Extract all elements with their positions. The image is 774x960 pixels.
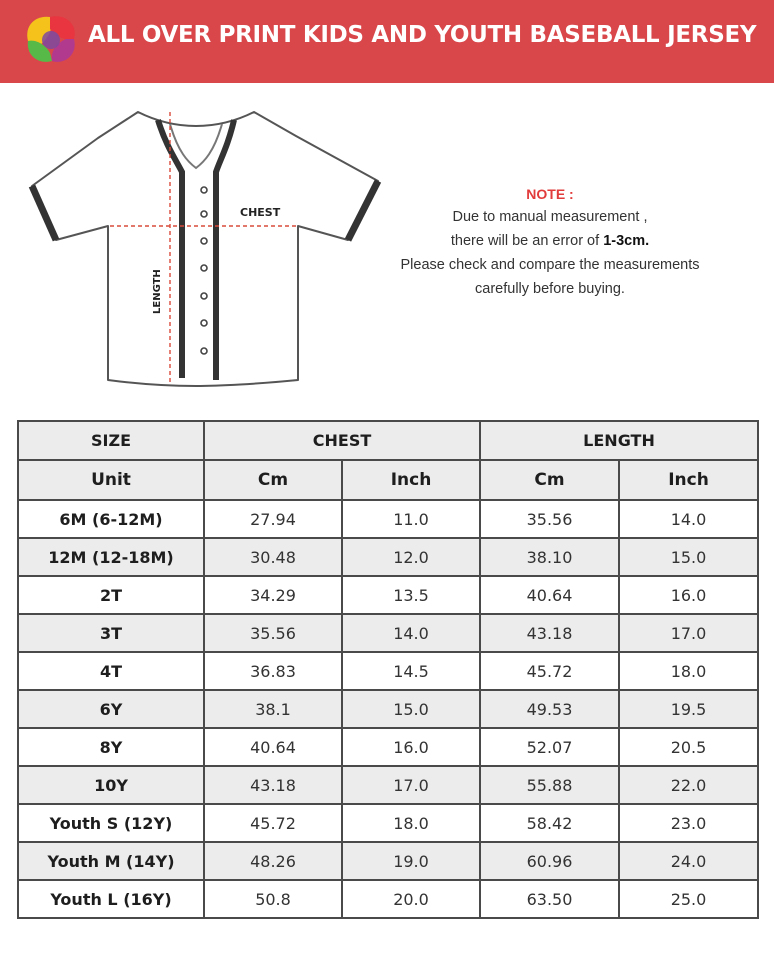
chest-inch-cell: 14.5 — [342, 652, 480, 690]
note-line-3: Please check and compare the measurements — [400, 257, 700, 273]
chest-inch-cell: 13.5 — [342, 576, 480, 614]
unit-header: Unit — [18, 460, 204, 500]
table-row — [18, 804, 758, 842]
length-inch-cell: 23.0 — [619, 804, 758, 842]
length-inch-cell: 24.0 — [619, 842, 758, 880]
header-banner — [0, 0, 774, 83]
length-label: LENGTH — [152, 269, 163, 314]
size-cell: Youth M (14Y) — [18, 842, 204, 880]
size-cell: 4T — [18, 652, 204, 690]
note-title: NOTE : — [526, 186, 574, 202]
size-cell: Youth S (12Y) — [18, 804, 204, 842]
note-line-2-text: there will be an error of — [450, 233, 604, 249]
page-title: ALL OVER PRINT KIDS AND YOUTH BASEBALL JERSEY — [88, 22, 757, 48]
length-cm-cell: 58.42 — [480, 804, 619, 842]
length-cm-cell: 45.72 — [480, 652, 619, 690]
length-inch-cell: 18.0 — [619, 652, 758, 690]
chest-cm-cell: 35.56 — [204, 614, 342, 652]
length-inch-cell: 19.5 — [619, 690, 758, 728]
length-inch-cell: 15.0 — [619, 538, 758, 576]
chest-inch-cell: 15.0 — [342, 690, 480, 728]
table-row — [18, 538, 758, 576]
length-cm-cell: 52.07 — [480, 728, 619, 766]
note-line-2 — [360, 229, 740, 253]
size-cell: 6Y — [18, 690, 204, 728]
size-header: SIZE — [18, 421, 204, 460]
table-row — [18, 728, 758, 766]
chest-inch-cell: 12.0 — [342, 538, 480, 576]
chest-cm-cell: 30.48 — [204, 538, 342, 576]
length-inch-cell: 16.0 — [619, 576, 758, 614]
chest-inch-cell: 11.0 — [342, 500, 480, 538]
length-cm-cell: 60.96 — [480, 842, 619, 880]
chest-inch-cell: 14.0 — [342, 614, 480, 652]
error-margin: 1-3cm. — [603, 233, 650, 249]
chest-inch-cell: 17.0 — [342, 766, 480, 804]
chest-cm-cell: 36.83 — [204, 652, 342, 690]
table-row — [18, 614, 758, 652]
size-chart-table — [17, 420, 759, 919]
size-cell: 3T — [18, 614, 204, 652]
table-row — [18, 576, 758, 614]
size-cell: 2T — [18, 576, 204, 614]
length-cm-cell: 35.56 — [480, 500, 619, 538]
table-row — [18, 690, 758, 728]
baseball-jersey-outline-icon — [28, 106, 383, 391]
size-cell: 10Y — [18, 766, 204, 804]
chest-inch-cell: 16.0 — [342, 728, 480, 766]
chest-cm-cell: 27.94 — [204, 500, 342, 538]
chest-inch-cell: 18.0 — [342, 804, 480, 842]
chest-cm-header: Cm — [204, 460, 342, 500]
chest-cm-cell: 43.18 — [204, 766, 342, 804]
length-inch-cell: 22.0 — [619, 766, 758, 804]
length-inch-cell: 14.0 — [619, 500, 758, 538]
length-inch-header: Inch — [619, 460, 758, 500]
size-cell: 6M (6-12M) — [18, 500, 204, 538]
note-line-4: carefully before buying. — [475, 281, 625, 297]
length-cm-cell: 43.18 — [480, 614, 619, 652]
chest-label: CHEST — [240, 206, 281, 219]
size-cell: 8Y — [18, 728, 204, 766]
length-header: LENGTH — [480, 421, 758, 460]
table-row — [18, 766, 758, 804]
length-inch-cell: 20.5 — [619, 728, 758, 766]
length-cm-header: Cm — [480, 460, 619, 500]
chest-inch-cell: 20.0 — [342, 880, 480, 918]
chest-header: CHEST — [204, 421, 480, 460]
chest-cm-cell: 45.72 — [204, 804, 342, 842]
length-inch-cell: 25.0 — [619, 880, 758, 918]
chest-cm-cell: 38.1 — [204, 690, 342, 728]
table-row — [18, 500, 758, 538]
length-cm-cell: 63.50 — [480, 880, 619, 918]
chest-cm-cell: 34.29 — [204, 576, 342, 614]
note-line-1: Due to manual measurement , — [452, 209, 648, 225]
length-inch-cell: 17.0 — [619, 614, 758, 652]
length-cm-cell: 40.64 — [480, 576, 619, 614]
chest-inch-cell: 19.0 — [342, 842, 480, 880]
table-row — [18, 880, 758, 918]
length-cm-cell: 55.88 — [480, 766, 619, 804]
length-cm-cell: 38.10 — [480, 538, 619, 576]
length-cm-cell: 49.53 — [480, 690, 619, 728]
table-row — [18, 652, 758, 690]
size-cell: 12M (12-18M) — [18, 538, 204, 576]
chest-cm-cell: 50.8 — [204, 880, 342, 918]
chest-inch-header: Inch — [342, 460, 480, 500]
size-cell: Youth L (16Y) — [18, 880, 204, 918]
chest-cm-cell: 48.26 — [204, 842, 342, 880]
chest-cm-cell: 40.64 — [204, 728, 342, 766]
measurement-note — [360, 183, 740, 301]
table-row — [18, 842, 758, 880]
multicolor-petal-logo-icon — [20, 11, 82, 67]
